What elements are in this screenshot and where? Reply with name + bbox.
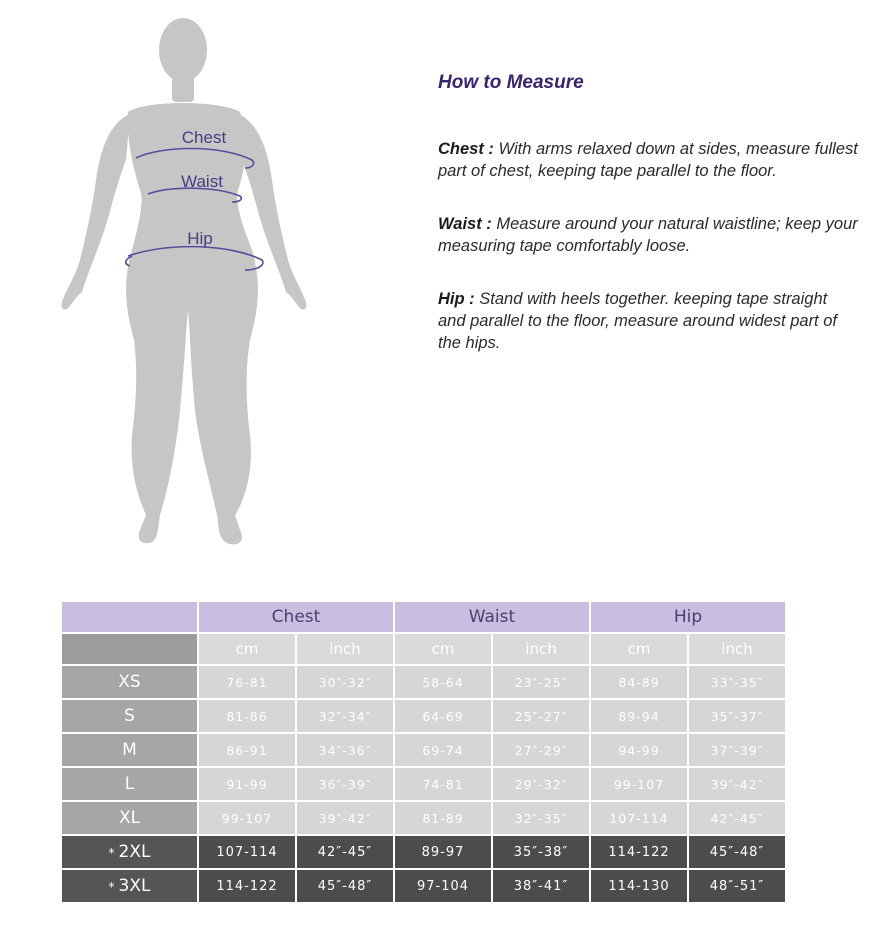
table-cell: 27″-29″ [493,734,589,766]
table-cell: 99-107 [199,802,295,834]
table-cell: 33″-35″ [689,666,785,698]
table-cell: 42″-45″ [297,836,393,868]
table-cell: 74-81 [395,768,491,800]
waist-label: Waist [181,172,223,191]
table-cell: 35″-37″ [689,700,785,732]
table-row [62,768,785,800]
table-cell: 48″-51″ [689,870,785,902]
body-figure [40,10,340,560]
unit-header: inch [297,634,393,664]
table-row [62,802,785,834]
unit-header-row [62,634,785,664]
table-cell: 38″-41″ [493,870,589,902]
size-chart-table [60,600,787,904]
group-header-hip: Hip [591,602,785,632]
chest-label: Chest [181,128,227,147]
table-cell: 91-99 [199,768,295,800]
unit-corner [62,634,197,664]
table-cell: 64-69 [395,700,491,732]
table-row [62,870,785,902]
table-cell: 107-114 [199,836,295,868]
table-cell: 81-89 [395,802,491,834]
table-cell: 89-97 [395,836,491,868]
size-label: M [62,734,197,766]
table-cell: 81-86 [199,700,295,732]
table-cell: 34″-36″ [297,734,393,766]
table-cell: 45″-48″ [297,870,393,902]
guide-item-waist [438,213,858,257]
table-cell: 94-99 [591,734,687,766]
group-header-row [62,602,785,632]
table-cell: 69-74 [395,734,491,766]
hip-label: Hip [187,229,213,248]
size-label [62,836,197,868]
size-text: 3XL [118,876,151,896]
size-label [62,870,197,902]
unit-header: inch [689,634,785,664]
table-cell: 114-130 [591,870,687,902]
table-cell: 76-81 [199,666,295,698]
group-header-chest: Chest [199,602,393,632]
group-header-waist: Waist [395,602,589,632]
table-cell: 30″-32″ [297,666,393,698]
table-cell: 97-104 [395,870,491,902]
unit-header: inch [493,634,589,664]
table-row [62,700,785,732]
guide-text: Measure around your natural waistline; keep your measuring tape comfortably loose. [438,215,858,255]
table-cell: 37″-39″ [689,734,785,766]
table-cell: 42″-45″ [689,802,785,834]
silhouette-illustration [40,10,340,560]
guide-title: How to Measure [438,72,584,93]
table-cell: 25″-27″ [493,700,589,732]
table-cell: 86-91 [199,734,295,766]
table-row [62,836,785,868]
table-cell: 58-64 [395,666,491,698]
guide-item-hip [438,288,858,354]
guide-text: With arms relaxed down at sides, measure fullest part of chest, keeping tape parallel to the floor. [438,140,858,180]
measure-guide [438,72,858,385]
table-cell: 23″-25″ [493,666,589,698]
guide-item-chest [438,138,858,182]
guide-text: Stand with heels together. keeping tape straight and parallel to the floor, measure around widest part of the hips. [438,290,837,352]
table-cell: 35″-38″ [493,836,589,868]
unit-header: cm [395,634,491,664]
table-cell: 107-114 [591,802,687,834]
table-cell: 114-122 [591,836,687,868]
header-corner [62,602,197,632]
size-star: * [108,880,115,894]
unit-header: cm [591,634,687,664]
table-cell: 39″-42″ [689,768,785,800]
guide-term: Waist : [438,215,492,233]
table-cell: 45″-48″ [689,836,785,868]
table-row [62,734,785,766]
size-label: L [62,768,197,800]
unit-header: cm [199,634,295,664]
table-cell: 99-107 [591,768,687,800]
guide-term: Hip : [438,290,475,308]
size-star: * [108,846,115,860]
table-row [62,666,785,698]
table-cell: 32″-34″ [297,700,393,732]
table-cell: 29″-32″ [493,768,589,800]
size-label: S [62,700,197,732]
table-cell: 114-122 [199,870,295,902]
table-cell: 32″-35″ [493,802,589,834]
table-cell: 84-89 [591,666,687,698]
table-cell: 89-94 [591,700,687,732]
size-label: XL [62,802,197,834]
size-label: XS [62,666,197,698]
size-text: 2XL [118,842,151,862]
table-cell: 36″-39″ [297,768,393,800]
guide-term: Chest : [438,140,494,158]
table-cell: 39″-42″ [297,802,393,834]
